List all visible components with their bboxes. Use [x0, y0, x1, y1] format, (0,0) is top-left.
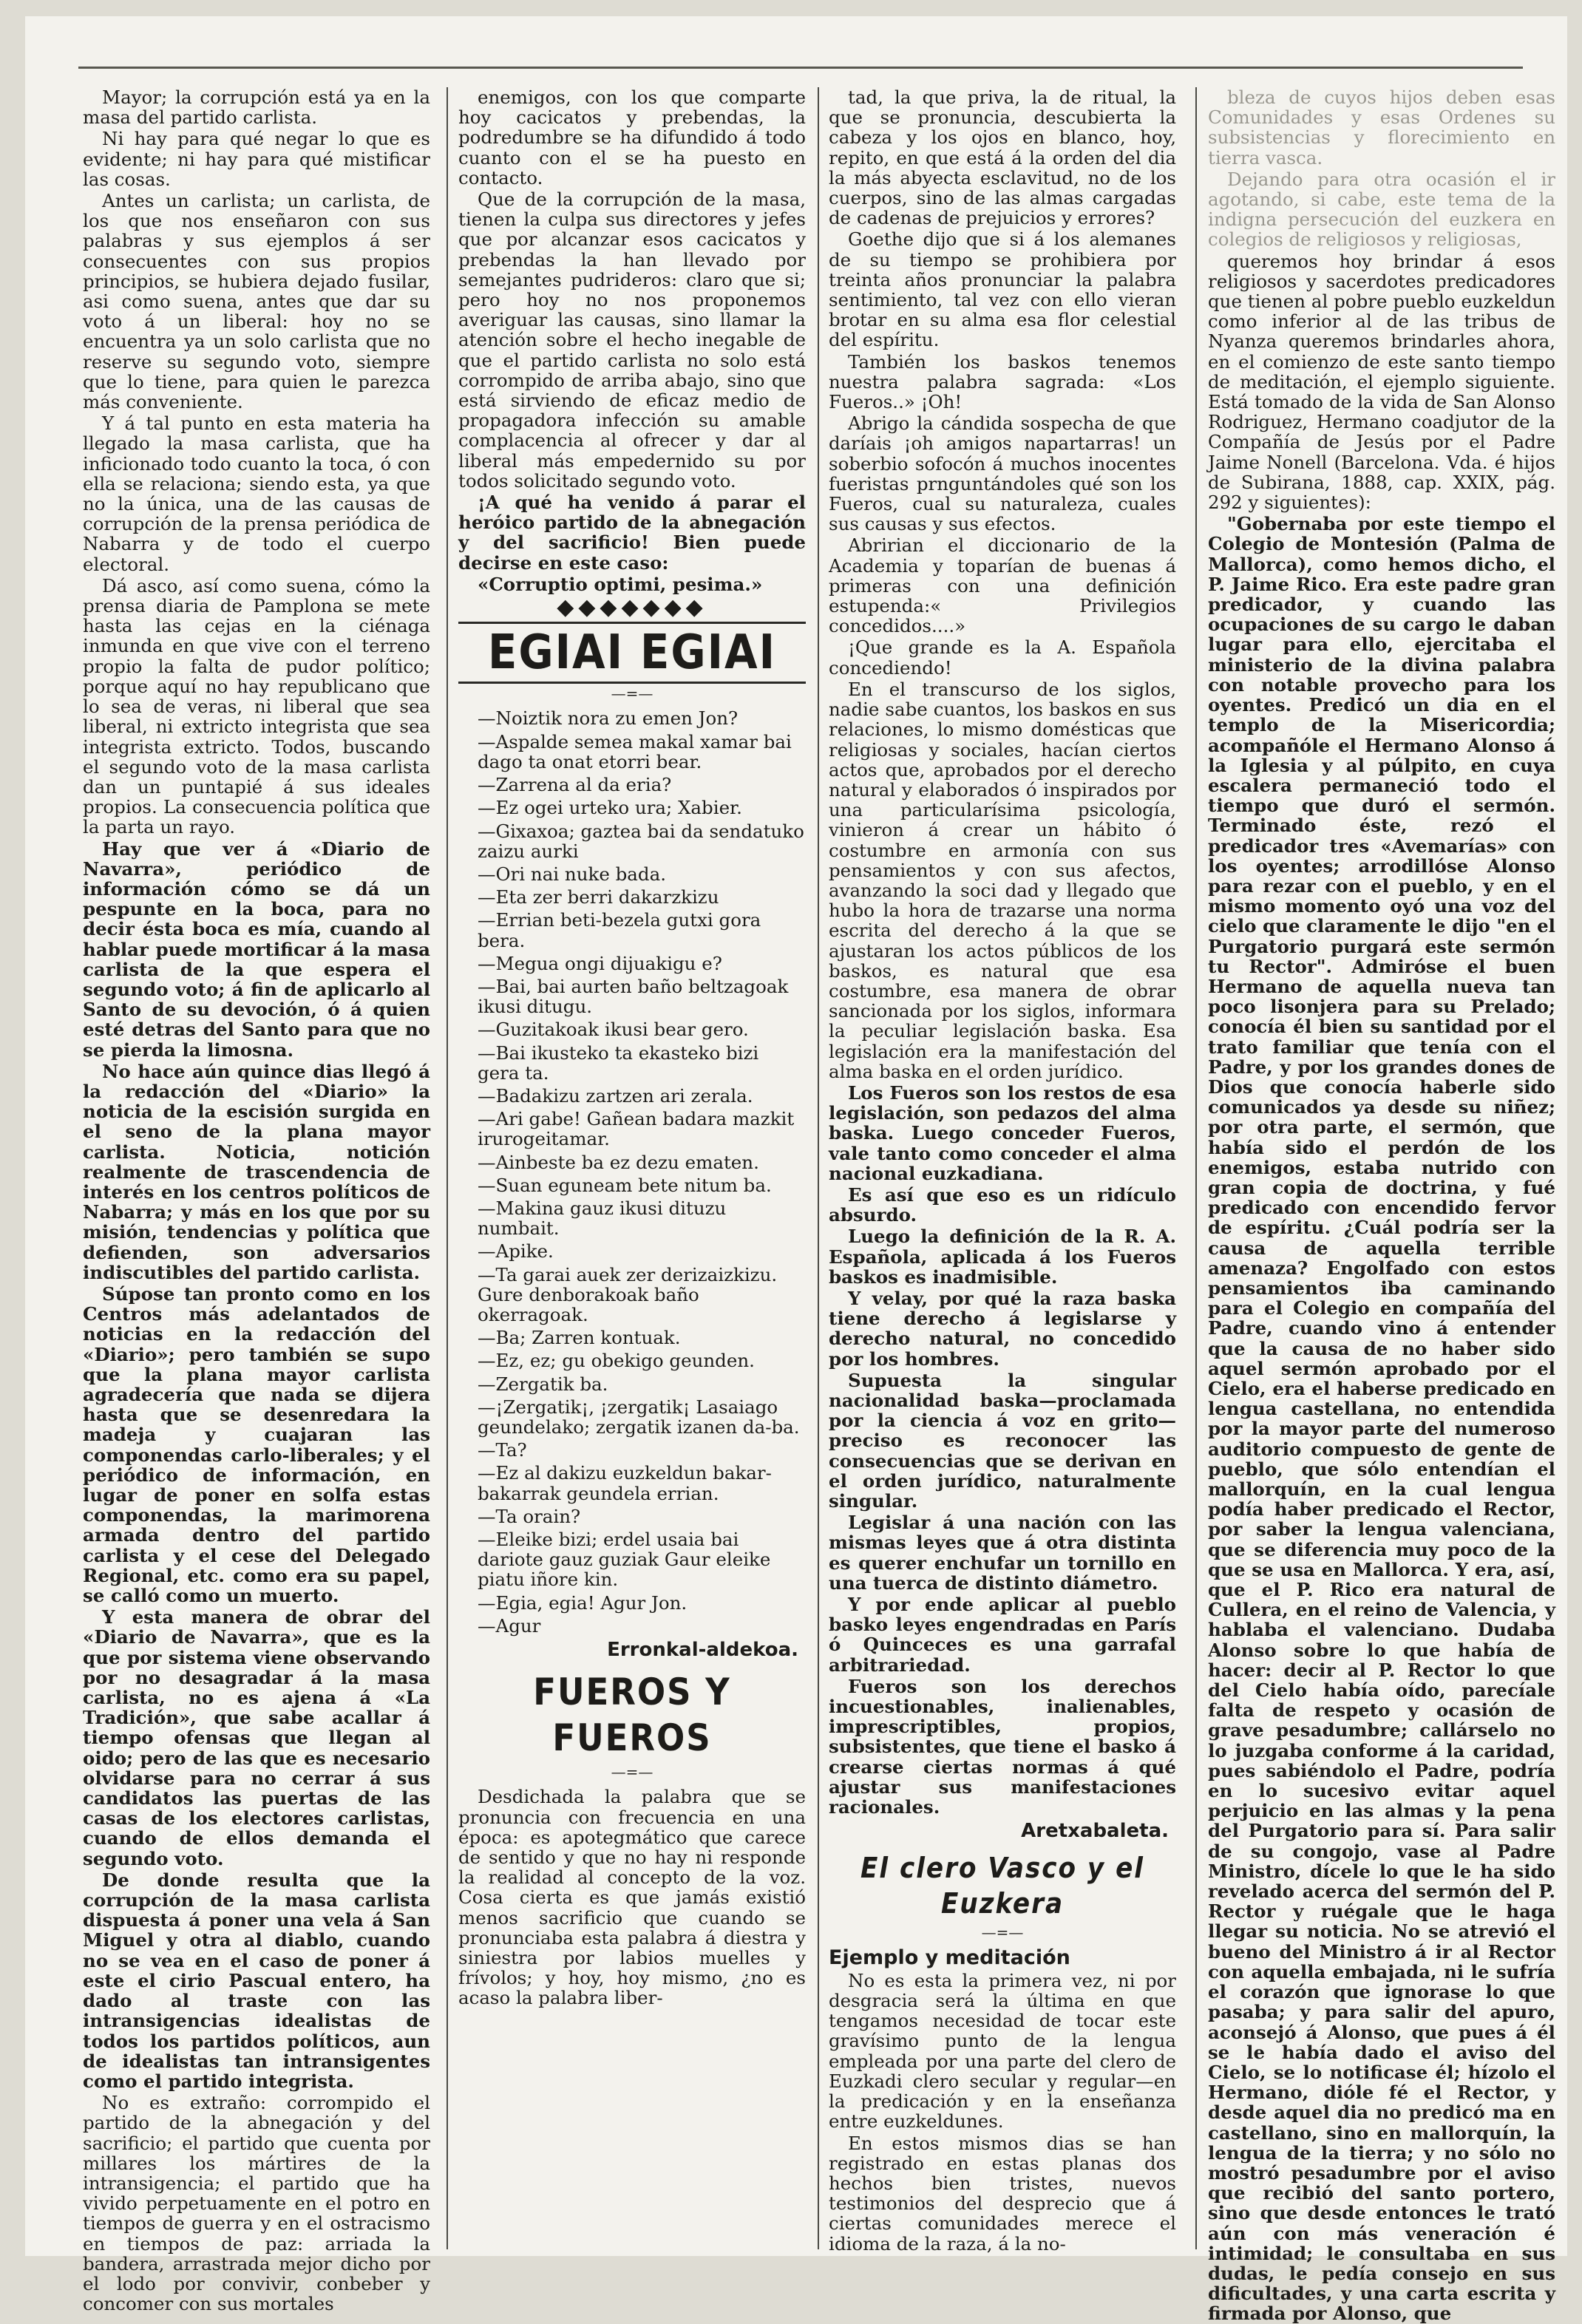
dialogue-line: —Megua ongi dijuakigu e? [478, 952, 722, 974]
dialogue-line: —Suan eguneam bete nitum ba. [478, 1174, 772, 1196]
fueros-headline: FUEROS Y FUEROS [533, 1671, 731, 1760]
column-1 [83, 86, 430, 2315]
article-paragraph: tad, la que priva, la de ritual, la que se pronuncia, descubierta la cabeza y los ojos en blanco, hoy, repito, en que está á la orden del dia la más abyecta esclavitud, no de los cuerpos, sino de las almas cargadas de cadenas de prejuicios y errores? [829, 86, 1176, 229]
article-paragraph: Abririan el diccionario de la Academia y toparían de buenas á primeras con una definición estupenda:« Privilegios concedidos....» [829, 534, 1176, 637]
article-paragraph: No es esta la primera vez, ni por desgracia será la última en que tengamos necesidad de tocar este gravísimo punto de la lengua empleada por una parte del clero de Euzkadi clero secular y regular—en la predicación y en la enseñanza entre euzkeldunes. [829, 1969, 1176, 2133]
section-separator: —=— [611, 1763, 653, 1781]
article-paragraph: ¡A qué ha venido á parar el heróico partido de la abnegación y del sacrificio! Bien puede decirse en este caso: [458, 492, 806, 574]
article-paragraph: Y por ende aplicar al pueblo basko leyes engendradas en París ó Quinceces es una garrafal arbitrariedad. [829, 1594, 1176, 1676]
article-paragraph: Hay que ver á «Diario de Navarra», periódico de información cómo se dá un pespunte en la boca, para no decir ésta boca es mía, cuando al hablar puede mortificar á la masa carlista de la que espera el segundo voto; á fin de aplicarlo al Santo de su devoción, ó á quien esté detras del Santo para que no se pierda la limosna. [83, 837, 430, 1061]
dialogue-line: —Badakizu zartzen ari zerala. [478, 1084, 753, 1107]
article-paragraph: En el transcurso de los siglos, nadie sabe cuantos, los baskos en sus relaciones, lo mismo domésticas que religiosas y sociales, hacían ciertos actos que, aprobados por el derecho natural y elaborados ó inspirados por una particularísima psicología, vinieron á crear un hábito ó costumbre en armonía con sus pensamientos y con sus afectos, avanzando la soci dad y llegado que hubo la hora de trazarse una norma escrita del derecho á la que se ajustaran los actos públicos de los baskos, es natural que esa costumbre, esa manera de obrar sancionada por los siglos, informara la peculiar legislación baska. Esa legislación era la manifestación del alma baska en el orden jurídico. [829, 678, 1176, 1082]
article-signature: Erronkal-aldekoa. [607, 1639, 798, 1662]
article-subheading: Ejemplo y meditación [829, 1946, 1070, 1969]
article-paragraph: Fueros son los derechos incuestionables, inalienables, imprescriptibles, propios, subsistentes, que tiene el basko á crearse ciertas normas á qué ajustar sus manifestaciones racionales. [829, 1675, 1176, 1818]
column-rule [1195, 87, 1197, 2249]
column-2 [458, 87, 806, 2246]
article-paragraph: Desdichada la palabra que se pronuncia con frecuencia en una época: es apotegmático que carece de sentido y que no hay ni responde la realidad al concepto de la voz. Cosa cierta es que jamás existió menos sacrificio que cuando se pronunciaba esta palabra á diestra y siniestra por labios muelles y frívolos; y hoy, hoy mismo, ¿no es acaso la palabra liber- [458, 1786, 806, 2009]
article-paragraph: Antes un carlista; un carlista, de los que nos enseñaron con sus palabras y sus ejemplos á ser consecuentes con sus propios principios, se hubiera dejado fusilar, asi como suena, antes que dar su voto á un liberal: hoy no se encuentra ya un solo carlista que no reserve su segundo voto, siempre que lo tiene, para quien le parezca más conveniente. [83, 190, 430, 413]
column-rule [447, 87, 448, 2249]
article-paragraph: Súpose tan pronto como en los Centros más adelantados de noticias en la redacción del «Diario»; pero también se supo que la plana mayor carlista agradecería que nada se dijera hasta que se desenredara la madeja y cuajaran las componendas carlo-liberales; y el periódico de información, en lugar de poner en solfa estas componendas, la marimorena armada dentro del partido carlista y el cese del Delegado Regional, etc. como era su papel, se calló como un muerto. [83, 1282, 430, 1607]
dialogue-line: —Bai ikusteko ta ekasteko bizi gera ta. [478, 1042, 759, 1084]
dialogue-line: —Ta garai auek zer derizaizkizu. Gure denborakoak baño okerragoak. [478, 1263, 778, 1325]
dialogue-line: —Ori nai nuke bada. [478, 863, 666, 885]
article-paragraph: De donde resulta que la corrupción de la masa carlista dispuesta á poner una vela á San Miguel y otra al diablo, cuando no se vea en el caso de poner á este el cirio Pascual entero, ha dado al traste con las intransigencias idealistas de todos los partidos políticos, aun de idealistas tan intransigentes como el partido integrista. [83, 1869, 430, 2092]
column-rule [818, 87, 819, 2249]
article-paragraph: Dejando para otra ocasión el ir agotando, si cabe, este tema de la indigna persecución del euzkera en colegios de religiosos y religiosas, [1208, 168, 1555, 251]
article-paragraph: Abrigo la cándida sospecha de que daríais ¡oh amigos napartarras! un soberbio sofocón á muchos inocentes fueristas prnguntándoles qué son los Fueros, cual su naturaleza, cuales sus causas y sus efectos. [829, 412, 1176, 535]
article-quote: «Corruptio optimi, pesima.» [478, 573, 763, 595]
dialogue-line: —Eleike bizi; erdel usaia bai dariote gauz guziak Gaur eleike piatu iñore kin. [478, 1529, 771, 1591]
dialogue-line: —Ainbeste ba ez dezu ematen. [478, 1151, 759, 1173]
article-paragraph: Luego la definición de la R. A. Española, aplicada á los Fueros baskos es inadmisible. [829, 1226, 1176, 1288]
dialogue-line: —Bai, bai aurten baño beltzagoak ikusi ditugu. [478, 975, 789, 1018]
newspaper-page [25, 16, 1567, 2324]
article-paragraph: Es así que eso es un ridículo absurdo. [829, 1183, 1176, 1226]
dialogue-line: —Agur [478, 1614, 541, 1637]
column-4 [1208, 86, 1555, 2324]
dialogue-line: —Ta? [478, 1439, 527, 1461]
dialogue-line: —Eta zer berri dakarzkizu [478, 886, 719, 908]
dialogue-line: —Ba; Zarren kontuak. [478, 1327, 681, 1349]
article-paragraph: bleza de cuyos hijos deben esas Comunidades y esas Ordenes su subsistencias y florecimiento en tierra vasca. [1208, 86, 1555, 169]
article-paragraph: También los baskos tenemos nuestra palabra sagrada: «Los Fueros..» ¡Oh! [829, 350, 1176, 413]
article-paragraph: Goethe dijo que si á los alemanes de su tiempo se prohibiera por treinta años pronunciar la palabra sentimiento, tal vez con ello vieran brotar en su alma esa flor celestial del espíritu. [829, 228, 1176, 351]
article-paragraph: Supuesta la singular nacionalidad baska—proclamada por la ciencia á voz en grito—preciso es reconocer las consecuencias que se derivan en el orden jurídico, naturalmente singular. [829, 1369, 1176, 1512]
article-paragraph: enemigos, con los que comparte hoy cacicatos y prebendas, la podredumbre se ha difundido á todo cuanto con el se ha puesto en contacto. [458, 86, 806, 188]
dialogue-line: —¡Zergatik¡, ¡zergatik¡ Lasaiago geundelako; zergatik izanen da-ba. [478, 1396, 800, 1438]
ornament-divider: ◆◆◆◆◆◆◆ [557, 594, 707, 621]
article-paragraph: Legislar á una nación con las mismas leyes que á otra distinta es querer enchufar un tornillo en una tuerca de distinto diámetro. [829, 1512, 1176, 1594]
dialogue-poem [458, 708, 806, 1636]
article-signature: Aretxabaleta. [1021, 1820, 1169, 1843]
article-paragraph: En estos mismos dias se han registrado en estas planas dos hechos bien tristes, nuevos testimonios del desprecio que á ciertas comunidades merece el idioma de la raza, á la no- [829, 2132, 1176, 2255]
article-paragraph: Y esta manera de obrar del «Diario de Navarra», que es la que por sistema viene observando por no desagradar á la masa carlista, no es ajena á «La Tradición», que sabe acallar á tiempo ofensas que llegan al oido; pero de las que es necesario olvidarse para no cerrar á sus candidatos las puertas de las casas de los electores carlistas, cuando de ellos demanda el segundo voto. [83, 1606, 430, 1869]
section-separator: —=— [611, 684, 653, 703]
article-paragraph: ¡Que grande es la A. Española concediendo! [829, 636, 1176, 679]
dialogue-line: —Ta orain? [478, 1505, 581, 1527]
article-paragraph: Que de la corrupción de la masa, tienen la culpa sus directores y jefes que por alcanzar esos cacicatos y prebendas la han llevado por semejantes pudrideros: claro que si; pero hoy no nos proponemos averiguar las causas, sino llamar la atención sobre el hecho inegable de que el partido carlista no solo está corrompido de arriba abajo, sino que está sirviendo de eficaz medio de propagadora infección su amable complacencia al ofrecer y dar al liberal más empedernido su por todos solicitado segundo voto. [458, 188, 806, 492]
dialogue-line: —Noiztik nora zu emen Jon? [478, 707, 739, 730]
dialogue-line: —Ez al dakizu euzkeldun bakar-bakarrak geundela errian. [478, 1462, 772, 1504]
dialogue-line: —Egia, egia! Agur Jon. [478, 1591, 688, 1614]
article-paragraph: No hace aún quince dias llegó á la redacción del «Diario» la noticia de la escisión surgida en el seno de la plana mayor carlista. Noticia, notición realmente de trascendencia de interés en los centros políticos de Nabarra; y más en los que por su misión, tendencias y política que defienden, son adversarios indiscutibles del partido carlista. [83, 1060, 430, 1283]
article-paragraph: Mayor; la corrupción está ya en la masa del partido carlista. [83, 86, 430, 129]
article-paragraph: Ni hay para qué negar lo que es evidente; ni hay para qué mistificar las cosas. [83, 128, 430, 190]
article-paragraph: Y velay, por qué la raza baska tiene derecho á legislarse y derecho natural, no concedido por los hombres. [829, 1287, 1176, 1370]
article-paragraph: Y á tal punto en esta materia ha llegado la masa carlista, que ha inficionado todo cuanto la toca, ó con ella se relaciona; siendo esta, ya que no la única, una de las causas de corrupción de la prensa periódica de Nabarra y de todo el cuerpo electoral. [83, 412, 430, 575]
section-separator: —=— [981, 1923, 1024, 1942]
column-3 [829, 86, 1176, 2255]
dialogue-line: —Aspalde semea makal xamar bai dago ta onat etorri bear. [478, 730, 792, 772]
dialogue-line: —Apike. [478, 1240, 554, 1263]
article-paragraph: "Gobernaba por este tiempo el Colegio de Montesión (Palma de Mallorca), como hemos dicho, el P. Jaime Rico. Era este padre gran predicador, y cuando las ocupaciones de su cargo le daban lugar para ello, ejercitaba el ministerio de la divina palabra con notable provecho para los oyentes. Predicó un dia en el templo de la Misericordia; acompañóle el Hermano Alonso á la Iglesia y al púlpito, en cuya escalera permaneció todo el tiempo que duró el sermón. Terminado éste, rezó el predicador tres «Avemarías» con los oyentes; arrodillóse Alonso para rezar con el pueblo, y en el mismo momento oyó una voz del cielo que claramente le dijo "en el Purgatorio purgará este sermón tu Rector". Admiróse el buen Hermano de aquella nueva tan poco lisonjera para su Prelado; conocía él bien su santidad por el trato familiar que tenía con el Padre, y por los grandes dones de Dios que conocía haberle sido comunicados ya desde su niñez; por otra parte, el sermón, que había sido el perdón de los enemigos, estaba nutrido con gran copia de doctrina, y fué predicado con encendido fervor de espíritu. ¿Cuál podría ser la causa de aquella terrible amenaza? Engolfado con estos pensamientos iba caminando para el Colegio en compañía del Padre, cuando vino á entender que la causa de no haber sido aquel sermón aprobado por el Cielo, era el haberse predicado en lengua castellana, no entendida por la mayor parte del numeroso auditorio compuesto de gente de pueblo, que sólo entendían el mallorquín, en la cual lengua podía haber predicado el Rector, por saber la lengua valenciana, que se diferencia muy poco de la que se usa en Mallorca. Y era, así, que el P. Rico era natural de Cullera, en el reino de Valencia, y hablaba el valenciano. Dudaba Alonso sobre lo que había de hacer: decir al P. Rector lo que del Cielo había oído, parecíale falta de respeto y ocasión de grave pesadumbre; callárselo no lo juzgaba conforme á la caridad, pues sabiéndolo el Padre, podría en lo sucesivo evitar aquel perjuicio en las almas y la pena del Purgatorio para sí. Para salir de su congojo, vase al Padre Ministro, dícele lo que le ha sido revelado acerca del sermón del P. Rector y ruégale que le haga llegar su noticia. No se atrevió el bueno del Ministro á ir al Rector con aquella embajada, ni le sufría el corazón que ignorase lo que pasaba; y para salir del apuro, aconsejó á Alonso, que pues á él se le había dado el aviso del Cielo, se lo notificase él; hízolo el Hermano, dióle fé el Rector, y desde aquel dia no predicó ma en castellano, sino en mallorquín, la lengua de la tierra; y no sólo no mostró pesadumbre por el aviso que recibió del santo portero, sino que desde entonces le trató aún con más veneración é intimidad; le consultaba en sus dudas, le pedía consejo en sus dificultades, y una carta escrita y firmada por Alonso, que [1208, 513, 1555, 2324]
article-paragraph: No es extraño: corrompido el partido de la abnegación y del sacrificio; el partido que cuenta por millares los mártires de la intransigencia; el partido que ha vivido perpetuamente en el potro en tiempos de guerra y en el ostracismo en tiempos de paz: arriada la bandera, arrastrada mejor dicho por el lodo por convivir, conbeber y concomer con sus mortales [83, 2092, 430, 2315]
dialogue-line: —Zergatik ba. [478, 1373, 608, 1395]
dialogue-line: —Errian beti-bezela gutxi gora bera. [478, 909, 761, 951]
dialogue-line: —Ez, ez; gu obekigo geunden. [478, 1350, 755, 1372]
dialogue-line: —Zarrena al da eria? [478, 774, 672, 796]
article-paragraph: Dá asco, así como suena, cómo la prensa diaria de Pamplona se mete hasta las cejas en la ciénaga inmunda en que vive con el terreno propio la falta de pudor político; porque aquí no hay republicano que lo sea de veras, ni liberal que sea liberal, ni extricto integrista que sea integrista extricto. Todos, buscando el segundo voto de la masa carlista dan un puntapié á sus ideales propios. La consecuencia política que la parta un rayo. [83, 574, 430, 838]
dialogue-line: —Ez ogei urteko ura; Xabier. [478, 797, 742, 819]
article-paragraph: queremos hoy brindar á esos religiosos y sacerdotes predicadores que tienen al pobre pueblo euzkeldun como inferior al de las tribus de Nyanza queremos brindarles ahora, en el comienzo de este santo tiempo de meditación, el ejemplo siguiente. Está tomado de la vida de San Alonso Rodriguez, Hermano coadjutor de la Compañía de Jesús por el Padre Jaime Nonell (Barcelona. Vda. é hijos de Subirana, 1888, cap. XXIX, pág. 292 y siguientes): [1208, 250, 1555, 514]
egiai-headline: EGIAI EGIAI [458, 622, 806, 684]
dialogue-line: —Guzitakoak ikusi bear gero. [478, 1019, 749, 1041]
article-paragraph: Los Fueros son los restos de esa legislación, son pedazos del alma baska. Luego conceder Fueros, vale tanto como conceder el alma nacional euzkadiana. [829, 1081, 1176, 1184]
top-border-line [78, 67, 1523, 69]
dialogue-line: —Makina gauz ikusi dituzu numbait. [478, 1197, 727, 1240]
dialogue-line: —Ari gabe! Gañean badara mazkit irurogeitamar. [478, 1108, 795, 1150]
dialogue-line: —Gixaxoa; gaztea bai da sendatuko zaizu aurki [478, 820, 804, 862]
clero-headline: El clero Vasco y el Euzkera [860, 1852, 1145, 1920]
